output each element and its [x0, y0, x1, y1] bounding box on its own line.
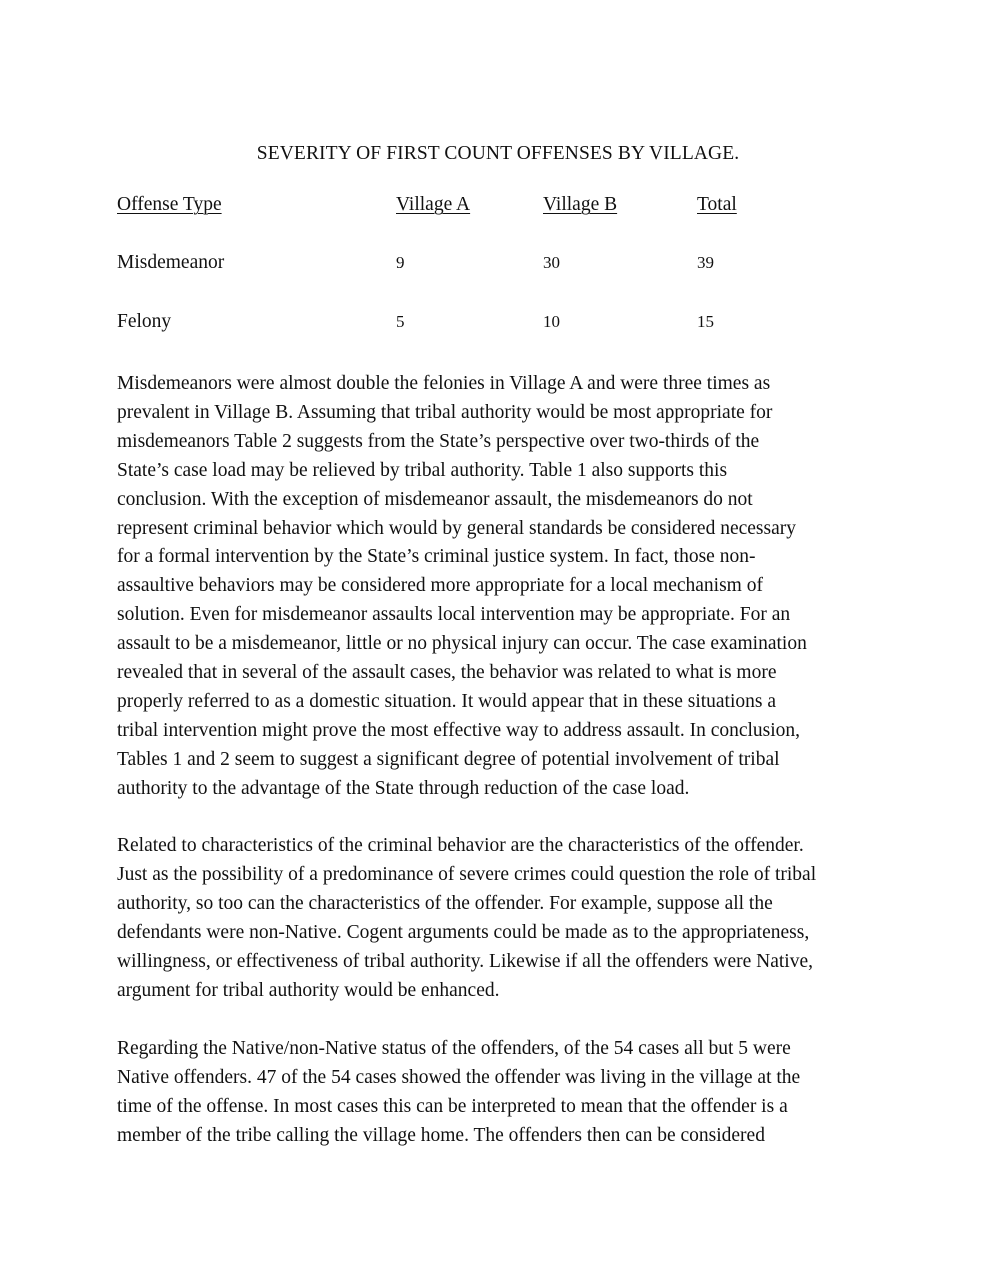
text-line: Just as the possibility of a predominance of severe crimes could question the role of tribal [117, 863, 817, 885]
text-line: authority to the advantage of the State through reduction of the case load. [117, 777, 690, 799]
text-line: for a formal intervention by the State’s criminal justice system. In fact, those non- [117, 546, 756, 568]
text-line: properly referred to as a domestic situation. It would appear that in these situations a [117, 690, 777, 712]
paragraph-offender-characteristics [117, 832, 887, 1005]
village-a-value: 5 [396, 312, 405, 331]
table-header-row [117, 193, 877, 217]
text-line: assaultive behaviors may be considered more appropriate for a local mechanism of [117, 575, 763, 597]
row-label: Misdemeanor [117, 252, 225, 273]
paragraph-native-status [117, 1035, 887, 1151]
text-line: tribal intervention might prove the most effective way to address assault. In conclusion, [117, 719, 801, 741]
text-line: revealed that in several of the assault cases, the behavior was related to what is more [117, 662, 777, 684]
header-total: Total [697, 194, 737, 215]
text-line: solution. Even for misdemeanor assaults local intervention may be appropriate. For an [117, 604, 791, 626]
text-line: time of the offense. In most cases this can be interpreted to mean that the offender is a [117, 1095, 788, 1117]
text-line: Tables 1 and 2 seem to suggest a significant degree of potential involvement of tribal [117, 748, 780, 770]
header-offense-type: Offense Type [117, 194, 222, 215]
village-b-value: 10 [543, 312, 560, 331]
paragraph-misdemeanors [117, 370, 887, 804]
text-line: conclusion. With the exception of misdemeanor assault, the misdemeanors do not [117, 488, 753, 510]
text-line: represent criminal behavior which would by general standards be considered necessary [117, 517, 796, 539]
text-line: State’s case load may be relieved by tribal authority. Table 1 also supports this [117, 459, 728, 481]
table-row [117, 310, 877, 334]
header-village-a: Village A [396, 194, 471, 215]
text-line: misdemeanors Table 2 suggests from the State’s perspective over two-thirds of the [117, 430, 760, 452]
header-village-b: Village B [543, 194, 618, 215]
village-b-value: 30 [543, 253, 560, 272]
text-line: assault to be a misdemeanor, little or no physical injury can occur. The case examination [117, 633, 807, 655]
text-line: Regarding the Native/non-Native status of the offenders, of the 54 cases all but 5 were [117, 1038, 791, 1059]
text-line: defendants were non-Native. Cogent arguments could be made as to the appropriateness, [117, 921, 810, 943]
row-label: Felony [117, 311, 172, 332]
text-line: Native offenders. 47 of the 54 cases showed the offender was living in the village at the [117, 1066, 801, 1088]
offense-table [117, 193, 877, 334]
text-line: Related to characteristics of the criminal behavior are the characteristics of the offender. [117, 835, 804, 856]
text-line: Misdemeanors were almost double the felonies in Village A and were three times as [117, 373, 771, 394]
text-line: argument for tribal authority would be enhanced. [117, 979, 500, 1001]
total-value: 39 [697, 253, 714, 272]
table-title: SEVERITY OF FIRST COUNT OFFENSES BY VILLAGE. [256, 143, 740, 164]
table-row [117, 251, 877, 275]
text-line: authority, so too can the characteristics of the offender. For example, suppose all the [117, 892, 773, 914]
text-line: prevalent in Village B. Assuming that tribal authority would be most appropriate for [117, 401, 773, 423]
text-line: willingness, or effectiveness of tribal authority. Likewise if all the offenders were Native, [117, 950, 814, 972]
text-line: member of the tribe calling the village home. The offenders then can be considered [117, 1124, 765, 1146]
village-a-value: 9 [396, 253, 405, 272]
total-value: 15 [697, 312, 714, 331]
